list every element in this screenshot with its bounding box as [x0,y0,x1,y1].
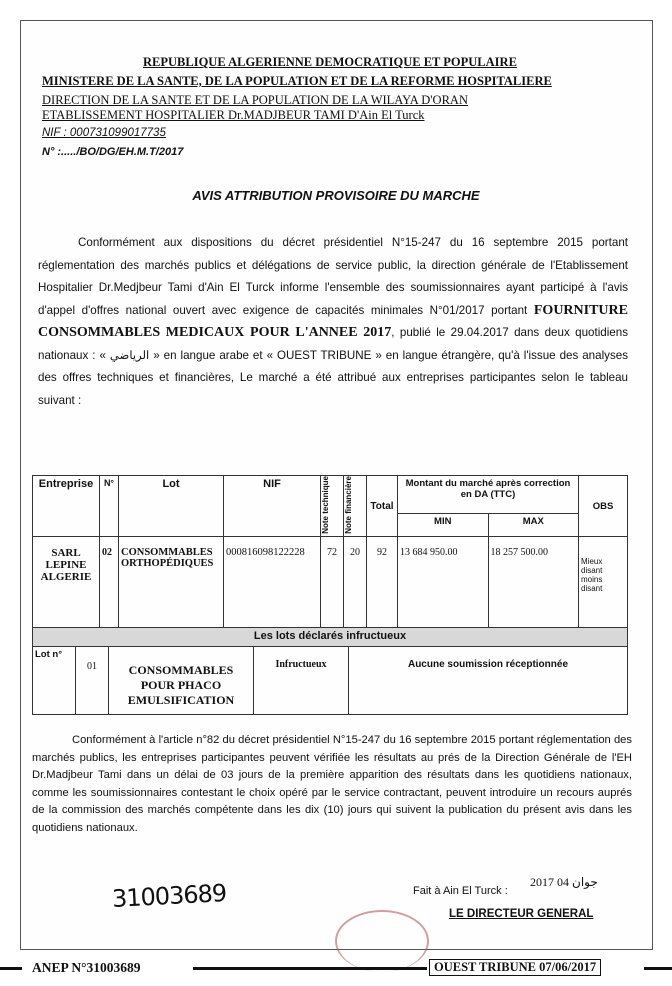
footer-rule-middle [193,967,427,970]
header-line3: DIRECTION DE LA SANTE ET DE LA POPULATION DE LA WILAYA D'ORAN [42,93,468,107]
footer-rule-left [0,967,22,970]
infructueux-lot: CONSOMMABLES POUR PHACO EMULSIFICATION [109,647,254,715]
footer-journal: OUEST TRIBUNE 07/06/2017 [429,959,601,976]
header-montant: Montant du marché après correction en DA (TTC) [398,476,579,514]
table-row [33,537,628,637]
header-line2: MINISTERE DE LA SANTE, DE LA POPULATION ET DE LA REFORME HOSPITALIERE [42,74,552,88]
infructueux-title: Les lots déclarés infructueux [33,628,628,647]
infructueux-label: Lot n° [33,647,76,715]
paragraph-1-emphasis: FOURNITURE CONSOMMABLES MEDICAUX POUR L'ANNEE 2017 [38,302,628,340]
header-note-financiere-label: Note financière [344,476,353,534]
cell-note-financiere: 20 [344,537,367,637]
infructueux-table [32,627,628,715]
header-total: Total [367,476,398,537]
notice-title: AVIS ATTRIBUTION PROVISOIRE DU MARCHE [192,188,480,203]
cell-max: 18 257 500.00 [488,537,579,637]
header-line4: ETABLISSEMENT HOSPITALIER Dr.MADJBEUR TAMI D'Ain El Turck [42,108,425,122]
infructueux-num: 01 [76,647,109,715]
cell-entreprise: SARL LEPINE ALGERIE [33,537,100,637]
header-note-technique [321,476,344,537]
header-nif: NIF [224,476,321,537]
signature-role: LE DIRECTEUR GENERAL [449,908,594,920]
infructueux-status: Infructueux [254,647,349,715]
cell-obs: Mieux disant moins disant [579,537,628,637]
signature-date: 2017 جوان 04 [530,875,598,889]
award-table [32,475,628,637]
handwritten-number: 31003689 [111,879,227,913]
cell-nif: 000816098122228 [224,537,321,637]
paragraph-1 [38,232,628,412]
cell-min: 13 684 950.00 [398,537,489,637]
footer-anep: ANEP N°31003689 [32,960,141,975]
header-obs: OBS [579,476,628,537]
signature-place: Fait à Ain El Turck : [413,885,508,897]
table-header-row [33,476,628,514]
header-note-financiere [344,476,367,537]
cell-num: 02 [100,537,119,637]
header-line1: REPUBLIQUE ALGERIENNE DEMOCRATIQUE ET POPULAIRE [143,55,517,69]
header-min: MIN [398,514,489,537]
paragraph-2: Conformément à l'article n°82 du décret présidentiel N°15-247 du 16 septembre 2015 portant réglementation des marchés publics, les entreprises participantes peuvent vérifiée les résultats au prés de la Direction Générale de l'EH Dr.Madjbeur Tami dans un délai de 03 jours de la première apparition des résultats dans les quotidiens nationaux, comme les soumissionnaires contestant le choix opéré par le service contractant, peuvent introduire un recours auprés de la commission des marchés compétente dans les dix (10) jours qui suivent la publication du présent avis dans les quotidiens nationaux. [32,734,632,834]
paragraph-1-part2: , publié le 29.04.2017 dans deux quotidiens nationaux : « الرياضي » en langue arabe et « OUEST TRIBUNE » en langue étrangère, qu'à l'issue des analyses des offres techniques et financières, Le marché a été attribué aux entreprises participantes selon le tableau suivant : [38,326,628,407]
header-max: MAX [488,514,579,537]
header-ref: N° :...../BO/DG/EH.M.T/2017 [42,146,184,158]
cell-total: 92 [367,537,398,637]
infructueux-note: Aucune soumission réceptionnée [349,647,628,715]
header-nif: NIF : 000731099017735 [42,127,166,139]
cell-note-technique: 72 [321,537,344,637]
infructueux-row [33,647,628,715]
footer [0,960,672,978]
header-note-technique-label: Note technique [321,476,330,534]
paragraph-1-part1: Conformément aux dispositions du décret présidentiel N°15-247 du 16 septembre 2015 portant réglementation des marchés publics et délégations de service public, la direction générale de l'Etablissement Hospitalier Dr.Medjbeur Tami d'Ain El Turck informe l'ensemble des soumissionnaires ayant participé à l'avis d'appel d'offres national ouvert avec exigence de capacités minimales N°01/2017 portant [38,236,628,317]
footer-rule-right [644,967,672,970]
cell-lot: CONSOMMABLES ORTHOPÉDIQUES [119,537,224,637]
header-num: N° [100,476,119,537]
header-entreprise: Entreprise [33,476,100,537]
header-lot: Lot [119,476,224,537]
